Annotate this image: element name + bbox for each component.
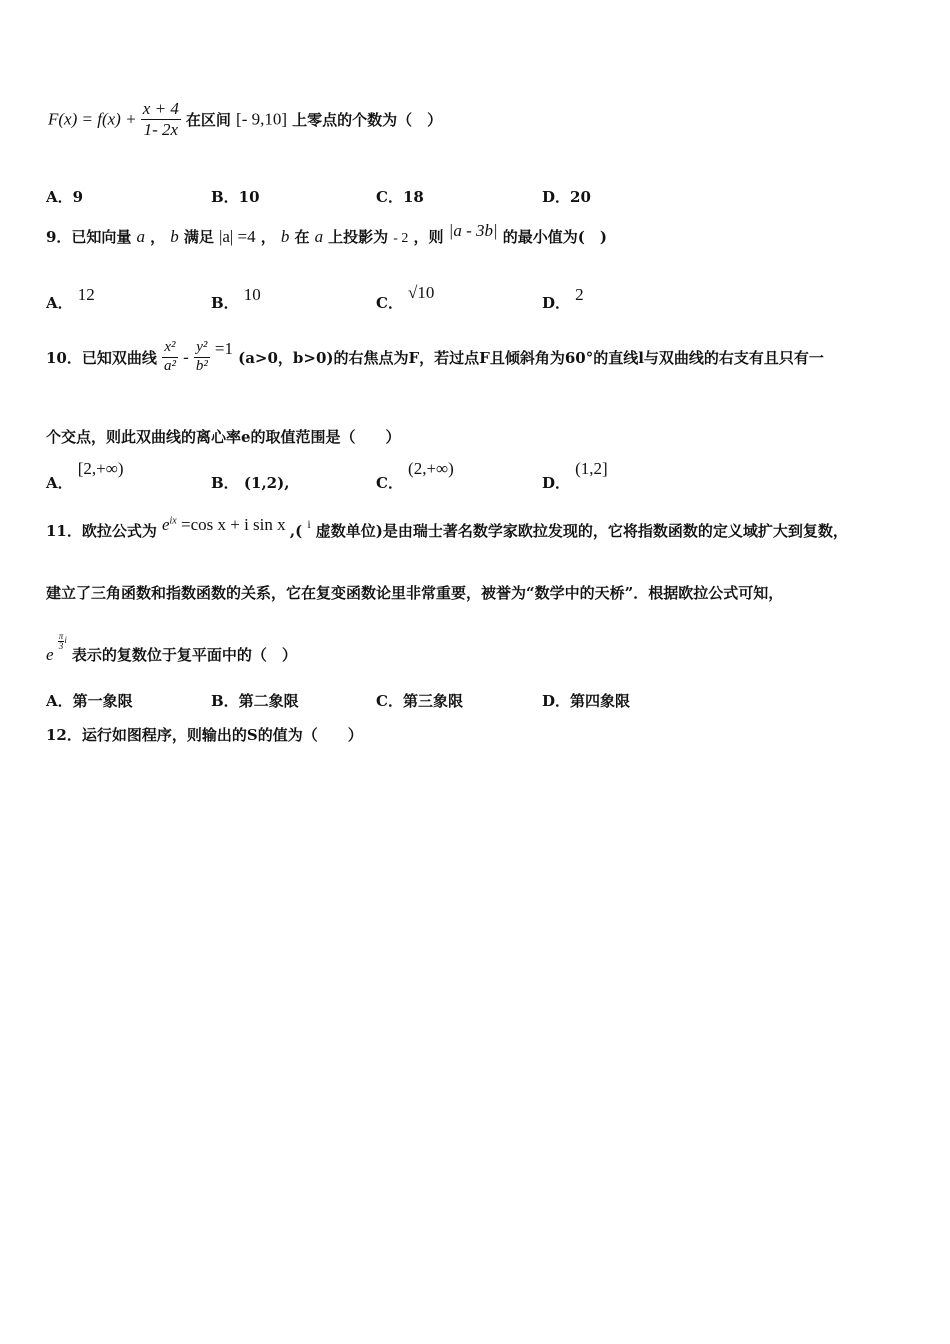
q11-option-a: A．第一象限 [46,692,133,710]
q9-suffix: 的最小值为( ) [502,228,607,246]
q10-stem-line1 [46,340,824,375]
q10-frac1-num: x² [162,340,178,358]
q9-sep1: ， [150,228,166,246]
q11-euler-formula [162,515,290,534]
q8-fraction [141,100,181,139]
q9-mid4: ，则 [413,228,444,246]
q11-option-b: B．第二象限 [211,692,299,710]
q11-expr-exponent [58,632,67,652]
q10-option-c-letter: C． [376,474,403,492]
q9-option-a [46,284,95,312]
q11-expr-base: e [46,645,54,664]
q8-frac-num: x + 4 [142,99,179,118]
q10-option-d [542,458,608,492]
q9-option-b [211,284,261,312]
q11-text-line1: 虚数单位)是由瑞士著名数学家欧拉发现的，它将指数函数的定义域扩大到复数， [315,522,848,540]
q10-text-line2: 个交点，则此双曲线的离心率e的取值范围是（ ） [46,428,401,446]
q10-option-a-letter: A． [46,474,73,492]
q8-frac-den: 1- 2x [143,119,179,139]
q9-stem [46,221,607,247]
q10-option-b-letter: B． [211,474,239,492]
q11-expr-e [46,645,58,664]
q8-text2: 上零点的个数为（ ） [292,110,443,129]
q8-option-d: D．20 [542,188,591,206]
q9-projection: - 2 [393,231,409,246]
q11-stem-line1 [46,515,848,541]
q11-prefix: 11．欧拉公式为 [46,522,157,540]
q9-prefix: 9．已知向量 [46,228,132,246]
q10-text-line1: (a>0，b>0)的右焦点为F，若过点F且倾斜角为60°的直线l与双曲线的右支有且只有一 [238,348,824,367]
q8-option-b: B．10 [211,188,260,206]
q9-option-a-letter: A． [46,294,73,312]
q9-option-b-letter: B． [211,294,239,312]
q11-text-line3: 表示的复数位于复平面中的（ ） [71,646,297,664]
q10-option-b [211,472,289,493]
q11-exp-i: i [64,635,67,645]
q8-text1: 在区间 [185,110,231,129]
q12-stem: 12．运行如图程序，则输出的S的值为（ ） [46,726,363,744]
q8-option-c: C．18 [376,188,424,206]
q8-interval: [- 9,10] [236,109,288,129]
q10-option-a [46,458,124,492]
q10-option-d-value: (1,2] [575,459,608,478]
q9-mid3: 上投影为 [328,228,389,246]
q9-option-d-letter: D． [542,294,571,312]
q9-vec-a: a [136,227,146,246]
q11-option-c: C．第三象限 [376,692,463,710]
q11-formula-base: e [161,515,170,534]
q9-abs-a: |a| =4 [218,227,256,246]
q10-frac2-num: y² [194,340,210,358]
q11-exp-den: 3 [58,641,64,652]
q9-option-a-value: 12 [77,285,95,304]
q8-formula-lhs: F(x) = f(x) + [48,109,141,129]
q10-minus: - [183,347,189,367]
q11-paren: ,( [289,522,303,540]
q9-option-c-value: √10 [408,283,435,302]
q11-i-symbol: i [307,517,311,531]
q10-prefix: 10．已知双曲线 [46,348,157,367]
q9-mid1: 满足 [183,228,214,246]
q9-option-d-value: 2 [575,285,584,304]
q10-option-a-value: [2,+∞) [77,459,124,478]
q10-fraction-y [194,340,210,375]
q11-exp-num: π [58,631,64,641]
q11-stem-line3 [46,631,297,664]
q9-sep2: ， [260,228,276,246]
q10-option-b-value: (1,2), [243,474,290,492]
q11-formula-exp: ix [169,515,177,527]
q8-option-a: A．9 [46,188,84,206]
q10-option-c [376,458,454,492]
q10-option-d-letter: D． [542,474,571,492]
q9-option-c-letter: C． [376,294,403,312]
q9-vec-b: b [170,227,179,246]
q11-text-line2: 建立了三角函数和指数函数的关系，它在复变函数论里非常重要，被誉为“数学中的天桥”．根据欧拉公式可知， [46,584,784,602]
q9-mid2: 在 [294,228,310,246]
q10-fraction-x [162,340,178,375]
q11-formula-rhs: =cos x + i sin x [176,515,286,534]
q10-equals: =1 [214,339,234,359]
q11-option-d: D．第四象限 [542,692,631,710]
q9-option-b-value: 10 [243,285,261,304]
q8-formula-line [48,100,442,139]
q10-frac1-den: a² [163,357,176,374]
q9-option-c [376,282,435,312]
q9-option-d [542,284,584,312]
q10-option-c-value: (2,+∞) [408,459,454,478]
q9-expression: |a - 3b| [448,221,498,240]
q9-vec-b2: b [280,227,290,246]
q10-frac2-den: b² [195,357,208,374]
q9-vec-a2: a [314,227,324,246]
